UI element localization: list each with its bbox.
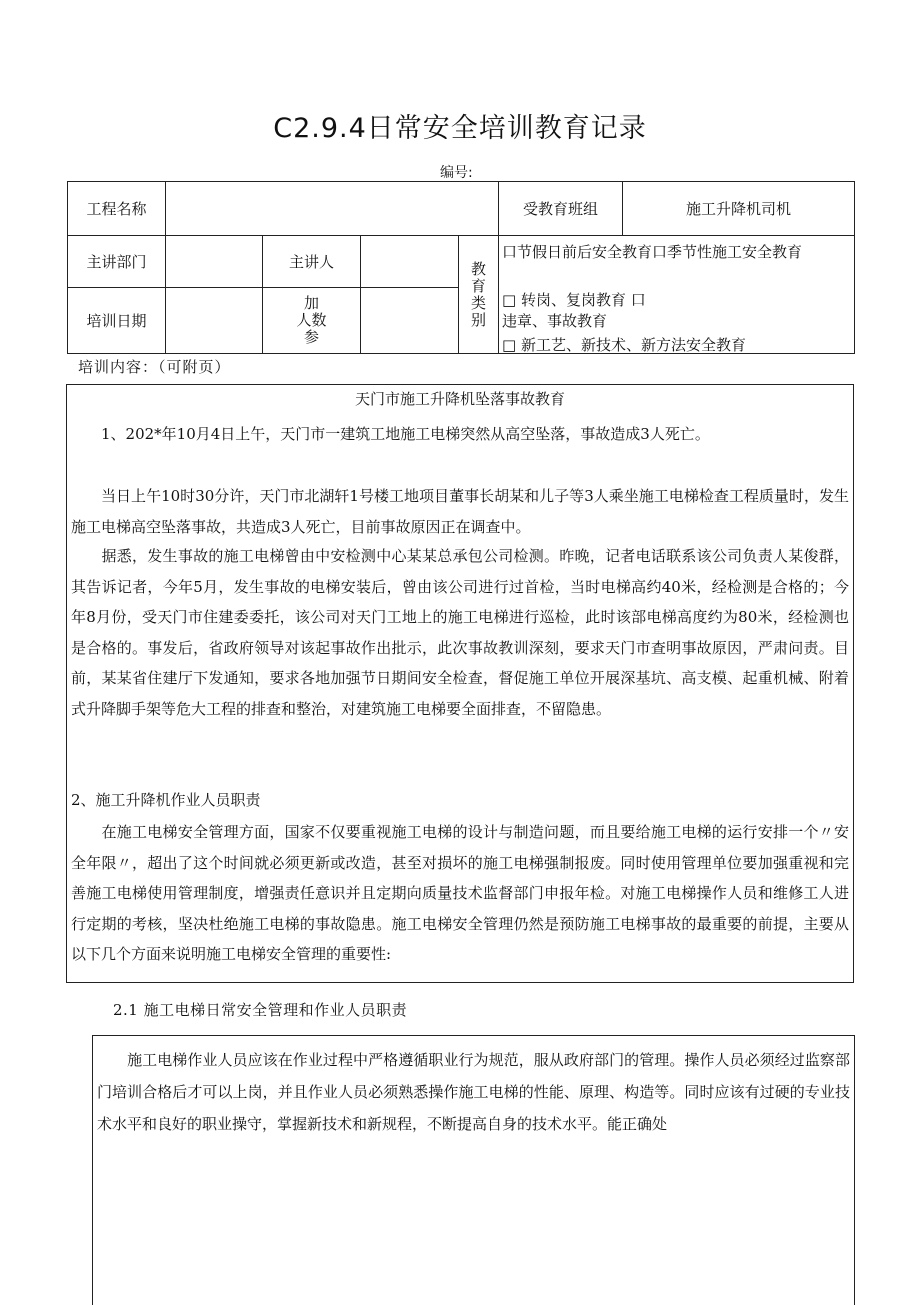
education-type-line-2[interactable]: □ 转岗、复岗教育 口 xyxy=(502,291,646,309)
content-paragraph-2: 当日上午10时30分许，天门市北湖轩1号楼工地项目董事长胡某和儿子等3人乘坐施工电梯检查工程质量时，发生施工电梯高空坠落事故，共造成3人死亡，目前事故原因正在调查中。 xyxy=(71,487,849,536)
attendees-label-line-2: 人数 xyxy=(296,311,327,329)
lecturer-value[interactable] xyxy=(361,236,459,288)
attendees-label-cell xyxy=(263,288,361,354)
education-type-line-4[interactable]: □ 新工艺、新技术、新方法安全教育 xyxy=(502,336,746,354)
content-paragraph-4: 在施工电梯安全管理方面，国家不仅要重视施工电梯的设计与制造问题，而且要给施工电梯的运行安排一个〃安全年限〃，超出了这个时间就必须更新或改造，甚至对损坏的施工电梯强制报废。同时使用管理单位要加强重视和完善施工电梯使用管理制度，增强责任意识并且定期向质量技术监督部门申报年检。对施工电梯操作人员和维修工人进行定期的考核，坚决杜绝施工电梯的事故隐患。施工电梯安全管理仍然是预防施工电梯事故的最重要的前提，主要从以下几个方面来说明施工电梯安全管理的重要性: xyxy=(71,823,849,964)
code-label: 编号: xyxy=(440,165,473,181)
header-table xyxy=(67,181,855,354)
category-label: 教 育 类 别 xyxy=(470,259,486,329)
section-2-1-paragraph: 施工电梯作业人员应该在作业过程中严格遵循职业行为规范，服从政府部门的管理。操作人员必须经过监察部门培训合格后才可以上岗，并且作业人员必须熟悉操作施工电梯的性能、原理、构造等。同时应该有过硬的专业技术水平和良好的职业操守，掌握新技术和新规程，不断提高自身的技术水平。能正确处 xyxy=(97,1051,850,1133)
document-title: C2.9.4日常安全培训教育记录 xyxy=(273,113,647,144)
attendees-label-line-3: 参 xyxy=(303,328,319,346)
team-value[interactable]: 施工升降机司机 xyxy=(623,182,855,236)
content-label: 培训内容：（可附页） xyxy=(78,358,231,376)
content-paragraph-3: 据悉，发生事故的施工电梯曾由中安检测中心某某总承包公司检测。昨晚，记者电话联系该公司负责人某俊群，其告诉记者，今年5月，发生事故的电梯安装后，曾由该公司进行过首检，当时电梯高约40米，经检测是合格的；今年8月份，受天门市住建委委托，该公司对天门工地上的施工电梯进行巡检，此时该部电梯高度约为80米，经检测也是合格的。事发后，省政府领导对该起事故作出批示，此次事故教训深刻，要求天门市查明事故原因，严肃问责。目前，某某省住建厅下发通知，要求各地加强节日期间安全检查，督促施工单位开展深基坑、高支模、起重机械、附着式升降脚手架等危大工程的排查和整治，对建筑施工电梯要全面排查，不留隐患。 xyxy=(71,547,849,718)
project-name-label: 工程名称 xyxy=(68,182,166,236)
education-type-line-3: 违章、事故教育 xyxy=(502,312,608,330)
attendees-label-line-1: 加 xyxy=(303,294,319,312)
education-types-cell xyxy=(499,236,855,354)
content-heading: 天门市施工升降机坠落事故教育 xyxy=(354,390,565,408)
training-date-label: 培训日期 xyxy=(68,288,166,354)
content-paragraph-1: 1、202*年10月4日上午，天门市一建筑工地施工电梯突然从高空坠落，事故造成3人死亡。 xyxy=(71,425,710,443)
section-2-1-heading: 2.1 施工电梯日常安全管理和作业人员职责 xyxy=(113,1001,408,1019)
department-label: 主讲部门 xyxy=(68,236,166,288)
education-type-line-1[interactable]: 口节假日前后安全教育口季节性施工安全教育 xyxy=(502,243,803,261)
category-label-cell xyxy=(459,236,499,354)
training-content-box xyxy=(66,384,854,983)
section-2-1-box xyxy=(92,1035,855,1305)
attendees-value[interactable] xyxy=(361,288,459,354)
training-date-value[interactable] xyxy=(166,288,263,354)
team-label: 受教育班组 xyxy=(499,182,623,236)
content-section-heading: 2、施工升降机作业人员职责 xyxy=(71,791,261,809)
department-value[interactable] xyxy=(166,236,263,288)
attendees-label xyxy=(263,295,360,346)
lecturer-label: 主讲人 xyxy=(263,236,361,288)
project-name-value[interactable] xyxy=(166,182,499,236)
